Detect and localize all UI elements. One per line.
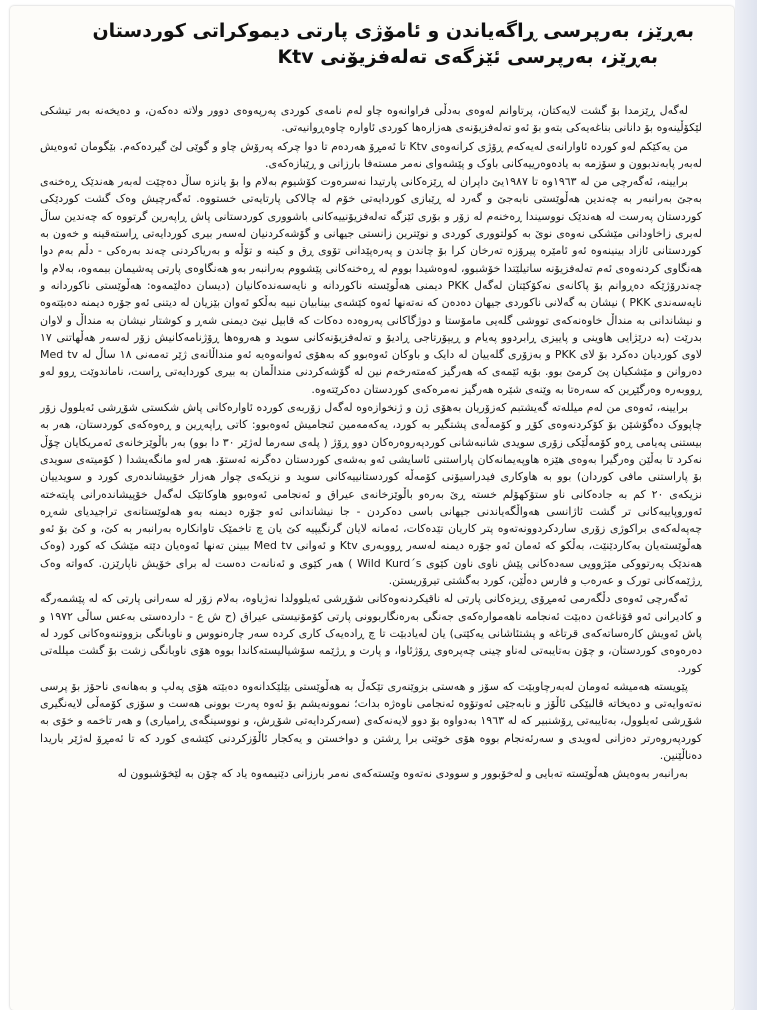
- paragraph: بەرانبەر بەوەیش هەڵوێستە تەبایی و لەخۆبوور و سوودی نەتەوە وێستەکەی نەمر بارزانی دێنیمەوە یاد کە چۆن بە لێخۆشبوون لە: [117, 767, 688, 781]
- paragraph: ئەگەرچی ئەوەی دڵگەرمی ئەمڕۆی ڕیزەکانی پارتی لە ناقیکردنەوەکانی شۆڕشی ئەیلوولدا نەژیاوە، بەلام زۆر لە سەرانی پارتی کە لە پێشمەرگە و کادیرانی ئەو قۆناغەن دەبێت ئەنجامە ناهەموارەکەی جەنگی بەرەنگاربوونی پارتی کۆمۆنیستی عیراق (ح ش ع - داردەستی بەعس ساڵی ١٩٧٢ و پاش ئەویش کارەساتەکەی قرتاغە و پشتئاشانی یەکێتی) یان لەیادبێت تا چ ڕادەیەک کاری کردە سەر چارەنووس و ناوبانگی بزووتنەوەکانی کورد لە دەرەوەی کوردستان، و چۆن بەتایبەتی لەناو چینی چەپرەوی ڕۆژئاوا، و پارت و ڕژێمە سۆشیالیستەکاندا بووە هۆی ناوبانگی زشت بۆ گشت میللەتی کورد.: [40, 592, 702, 675]
- paragraph: من یەکێکم لەو کوردە ئاوارانەی لەیەکەم ڕۆژی کرانەوەی Ktv تا ئەمڕۆ هەردەم تا دوا چرکە پەرۆش چاو و گوێی لێ گیردەکەم. بێگومان ئەوەیش لەبەر پابەندبوون و سۆزمە بە یادەوەرییەکانی باوک و پێشەوای نەمر مستەفا بارزانی و ڕێبازەکەی.: [40, 139, 702, 170]
- letter-page: [10, 6, 734, 1010]
- heading-line-2: بەڕێز، بەرپرسی ئێزگەی تەلەفزیۆنی Ktv: [277, 46, 658, 68]
- heading-line-1: بەڕێز، بەرپرسی ڕاگەیاندن و ئامۆژی پارتی دیموکراتی کوردستان: [92, 20, 694, 42]
- paragraph: برایینە، ئەگەرچی من لە ١٩٦٣وە تا ١٩٨٧یێ داپران لە ڕێزەکانی پارتیدا نەسرەوت کۆشیوم بەلام وا بۆ یانزە ساڵ دەچێت لەبەر هەندێک ڕەخنەی بەجێ بەرانبەر بە چەندین هەڵوێستی نابەجێ و گەرد لە ڕێبازی کوردایەتی خۆم لە چالاکی پارتایەتی خستووە. ئەگەرچیش وەک گشت کوردێکی کوردستان پەرست لە هەندێک نووسیندا ڕەخنەم لە زۆر و بۆری ئێزگە تەلەفزیۆنییەکانی باشووری کوردستانی پاش ڕاپەرین گرتووە کە چەندین ساڵ لەبری زاخاودانی مێشکی نەوەی نوێ بە کولتووری کوردی و نوێترین زانستی جیهانی و گۆشەکردنیان لەسەر بیری کوردایەتی ڕاستەقینە و خەون بە کوردستانی ئازاد بینینەوە ئەو ئامێرە پیرۆزە تەرخان کرا بۆ چاندن و پەرەپێدانی تۆوی ڕق و کینە و تۆڵە و بەریاکردنی چەند بەرەکی - دڵم بەم دوا هەنگاوی کردنەوەی ئەم تەلەفزیۆنە ساتیلێتدا خۆشبوو، لەوەشیدا بووم لە ڕەخنەکانی پێشووم بەرانبەر بەو هەنگاوەی پارتی پەشیمان ببمەوە، بەلام وا چەندرۆژێکە دەڕوانم بۆ پاکانەی نەکۆکێتان لەگەل PKK دیمنی هەڵوێستە ناکوردانە و نایەسەندەکانیان (دیسان دەلێمەوە: هەڵوێستی ناکوردانە و نایەسەندی PKK ) نیشان بە گەلانی ناکوردی جیهان دەدەن کە نەتەنها ئەوە کێشەی بینابیان نییە بەڵکو ئەوان بێزیان لە دیتنی ئەو جۆرە دیمنە دەبێتەوە و نیشاندانی بە منداڵ خاوەنەکەی تووشی گلەیی مامۆستا و دوژگاکانی پەروەدە دەکات کە قابیل نیێ دیمنی شەڕ و کوشتار نیشان بە منداڵ و لاوان بدرێت (بە درێژایی هاوینی و پاییزی ڕابردوو پەیام و ڕیپۆرتاجی ڕادیۆ و تەلەفزیۆنەکانی سوید و هەروەها ڕۆژنامەکانیش زۆر لەسەر هەڵهاتنی ١٧ لاوی کوردیان دەکرد بۆ لای PKK و بەزۆری گلەییان لە دایک و باوکان ئەوەبوو کە بەهۆی ئەوانەوەیە ئەو منداڵانەی ژێر تەمەنی ١٨ ساڵ لە Med tv دەروانن و مێشکیان پێ کرمێ بوو. بۆیە ئێمەی کە هەرگیز کەمتەرخەم نین لە گۆشەکردنی منداڵمان بە بیری کوردایەتی ڕاست، ناماندوێت ڕوو لەو ڕووبەرە وەرگێڕین کە سەرەتا بە وێنەی شێرە هەرگیز نەمرەکەی کوردستان دەکرێتەوە.: [40, 175, 703, 396]
- scan-edge: [735, 0, 757, 1010]
- paragraph: لەگەل ڕێزمدا بۆ گشت لایەکتان، پرتاوانم لەوەی بەدڵی فراوانەوە چاو لەم نامەی کوردی پەرپەوەی دوور ولاتە دەکەن، و دەیخەنە بەر تیشکی لێکۆڵینەوە بۆ دانانی بناغەیەکی بتەو بۆ ئەو تەلەفزیۆنەی هەزارەها کوردی ئاوارە چاوەڕوانیەتی.: [40, 104, 702, 135]
- letter-heading: [10, 6, 734, 96]
- paragraph: برایینە، ئەوەی من لەم میللەتە گەیشتبم کەزۆریان بەهۆی ژن و ژنخوازەوە لەگەل زۆربەی کوردە ئاوارەکانی پاش شکستی شۆڕشی ئەیلوول زۆر چاپووک دەگۆشێن بۆ کۆکردنەوەی کۆڕ و کۆمەڵەی پشتگیر بە کورد، یەکەمەمین ئنجامیش ئەوەبوو: کاتی ڕاپەڕین و ڕەوەکەی کوردستان، هەر بە بیستنی پەیامی ڕەو کۆمەڵێکی زۆری سویدی شانبەشانی کوردپەروەرەکان دوو ڕۆژ ( پلەی سەرما لەژێر ٣٠ دا بوو) بەر باڵوێزخانەی ئەمریکایان چۆڵ نەکرد تا بەڵێن وەرگیرا بەوەی هێزە هاوپەیمانەکان پاراستنی ئاسایشی ئەو بەشەی کوردستان دەگرنە ئەستۆ. هەر لەو مانگەیشدا ( کۆمیتەی سویدی بۆ پاراستنی مافی کوردان) بوو بە هاوکاری فیدراسیۆنی کۆمەڵە کوردستانییەکانی سوید و نزیکەی چوار هەزار خۆپیشاندەری کورد و سویدییان نزیکەی ٢٠ کم بە جادەکانی ناو ستۆکهۆلم خستە ڕێ بەرەو باڵوێزخانەی عیراق و ئەنجامی ئەوەبوو هاوکاتێک لەگەل خۆپیشاندەرانی پایتەختە ئەوروپاییەکانی تر گشت ئاژانسی هەواڵگەیاندنی جیهانی باسی دەکردن - جا نیشاندانی ئەو جۆرە دیمنە بەو هەلوێستانەی تراجیدیای شەڕە چەپەلەکەی براکوژی زۆری ساردکردوونەتەوە پتر کاریان تێدەکات، ئەمانە لایان گرنگیپیە کێ یان چ تاخمێک تاوانکارە بەرانبەر بە کێ، و کێ بۆ ئەو هەڵوێستەیان بەکاردێنێت، بەڵکو کە ئەمان ئەو جۆرە دیمنە لەسەر ڕووبەری Ktv و ئەوانی Med tv ببینن تەنها ئەوەیان دێتە مێشک کە کورد (وەک هەندێک پەرتووکی مێژوویی سەدەکانی پێش ناوی ناون کێوی Wild Kurd´s ) هەر کێوی و ئەنانەت دەست لە برای خۆیش ناپارێزن. کەواتە وەک ڕژێمەکانی تورک و عەرەب و فارس دەڵێن، کورد بەگشتی تیرۆریستن.: [40, 401, 703, 588]
- paragraph: پێویستە هەمیشە ئەومان لەبەرچاوبێت کە سۆز و هەستی بزوێنەری تێکەڵ بە هەڵوێستی بێلێکدانەوە دەبێتە هۆی پەلپ و بەهانەی ناحۆز بۆ پرسی نەتەوایەتی و دەیخاتە قالبێکی ئاڵۆز و نابەجێی ئەوتۆوە ئەنجامی ناوەژە بدات؛ نموونەیشم بۆ ئەوە پەرت بوونی هەست و سۆزی کۆمەڵی لایەنگیری شۆڕشی ئەیلوول، بەتایبەتی ڕۆشنبیر کە لە ١٩٦٣ بەدواوە بۆ دوو لایەنەکەی (سەرکردایەتی شۆڕش، و نووسینگەی ڕامیاری) و هەر تاخمە و خۆی بە کوردپەروەرتر دەزانی لەویدی و سەرئەنجام بووە هۆی خوێنی برا ڕشتن و دواخستن و یەکجار ئاڵۆزکردنی کێشەی کورد کە تا ئەمڕۆ لەژێر باریدا دەناڵێنین.: [40, 679, 703, 762]
- letter-body: [10, 96, 734, 783]
